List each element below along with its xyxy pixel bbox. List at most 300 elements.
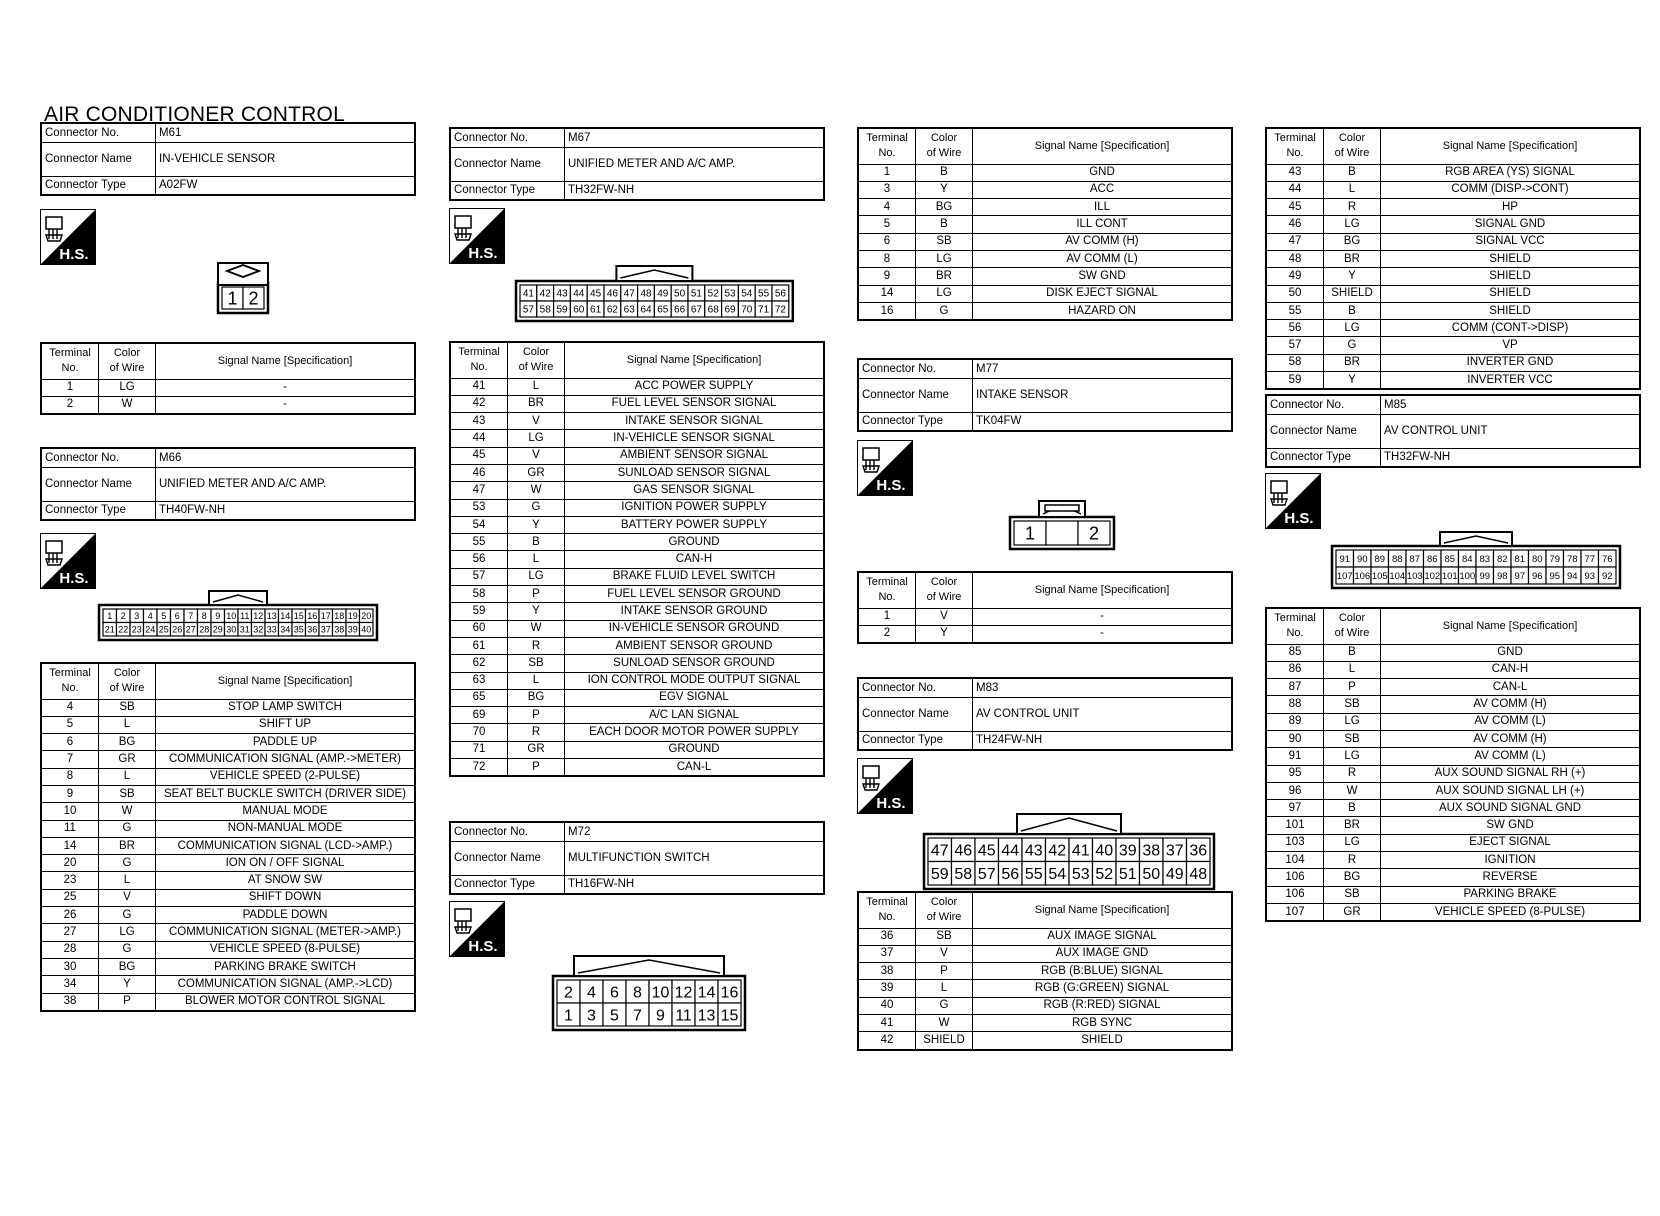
table-row: [1266, 748, 1640, 765]
signal-name-header: Signal Name [Specification]: [973, 892, 1233, 928]
connector-no-label: Connector No.: [450, 128, 565, 147]
wire-color-cell: G: [508, 499, 565, 516]
pin-number: 54: [741, 288, 753, 300]
wire-color-cell: L: [916, 980, 973, 997]
terminal-no-cell: 43: [450, 413, 508, 430]
terminal-no-header: Terminal No.: [41, 663, 99, 699]
terminal-no-cell: 28: [41, 941, 99, 958]
signal-name-cell: PARKING BRAKE SWITCH: [156, 958, 416, 975]
pin-number: 65: [657, 304, 669, 316]
harness-side-icon: [449, 208, 505, 264]
table-row: [450, 707, 824, 724]
terminal-no-cell: 46: [1266, 216, 1324, 233]
terminal-no-cell: 26: [41, 907, 99, 924]
table-row: [450, 568, 824, 585]
signal-name-cell: IN-VEHICLE SENSOR SIGNAL: [565, 430, 825, 447]
connector-name-value: UNIFIED METER AND A/C AMP.: [156, 467, 416, 501]
terminal-no-cell: 107: [1266, 903, 1324, 921]
terminal-no-cell: 9: [858, 268, 916, 285]
terminal-no-cell: 27: [41, 924, 99, 941]
pin-number: 38: [334, 624, 345, 635]
connector-name-value: UNIFIED METER AND A/C AMP.: [565, 147, 825, 181]
wire-color-cell: SHIELD: [1324, 285, 1381, 302]
wire-color-cell: LG: [1324, 713, 1381, 730]
wire-color-cell: LG: [508, 568, 565, 585]
terminal-no-cell: 2: [41, 396, 99, 414]
terminal-table-header: [450, 342, 824, 378]
terminal-no-cell: 63: [450, 672, 508, 689]
pin-number: 6: [174, 610, 180, 621]
terminal-no-cell: 38: [41, 993, 99, 1011]
signal-name-cell: MANUAL MODE: [156, 803, 416, 820]
table-row: [1266, 250, 1640, 267]
pin-number: 85: [1444, 553, 1456, 565]
wire-color-cell: BR: [99, 837, 156, 854]
pin-number: 50: [674, 288, 686, 300]
hs-label: H.S.: [468, 245, 498, 262]
pin-number: 103: [1406, 570, 1423, 582]
connector-info-table: [1265, 394, 1641, 468]
terminal-no-cell: 90: [1266, 730, 1324, 747]
signal-name-cell: INVERTER VCC: [1381, 372, 1641, 390]
table-row: [1266, 782, 1640, 799]
terminal-no-cell: 87: [1266, 679, 1324, 696]
table-row: [41, 941, 415, 958]
signal-name-cell: COMM (DISP->CONT): [1381, 181, 1641, 198]
connector-no-value: M77: [973, 359, 1233, 378]
signal-name-cell: IGNITION POWER SUPPLY: [565, 499, 825, 516]
wire-color-cell: V: [916, 945, 973, 962]
connector-name-value: AV CONTROL UNIT: [1381, 414, 1641, 448]
terminal-no-cell: 45: [1266, 199, 1324, 216]
table-row: [450, 741, 824, 758]
connector-name-label: Connector Name: [41, 467, 156, 501]
table-row: [1266, 337, 1640, 354]
pin-number: 63: [623, 304, 635, 316]
wire-color-cell: GR: [508, 741, 565, 758]
terminal-no-cell: 8: [858, 250, 916, 267]
terminal-no-cell: 69: [450, 707, 508, 724]
wire-color-cell: BR: [1324, 250, 1381, 267]
wire-color-cell: SB: [99, 785, 156, 802]
signal-name-cell: STOP LAMP SWITCH: [156, 699, 416, 716]
wire-color-cell: SB: [99, 699, 156, 716]
signal-name-header: Signal Name [Specification]: [973, 572, 1233, 608]
terminal-table: [857, 571, 1233, 644]
pin-number: 64: [640, 304, 652, 316]
connector-info-table: [857, 677, 1233, 751]
connector-type-label: Connector Type: [450, 181, 565, 200]
terminal-no-cell: 85: [1266, 644, 1324, 661]
harness-side-icon: [449, 901, 505, 957]
table-row: [41, 785, 415, 802]
terminal-no-cell: 61: [450, 637, 508, 654]
wire-color-cell: W: [508, 620, 565, 637]
signal-name-cell: SHIFT DOWN: [156, 889, 416, 906]
terminal-no-cell: 4: [41, 699, 99, 716]
pin-number: 11: [675, 1007, 692, 1025]
terminal-no-cell: 41: [450, 378, 508, 395]
pin-number: 9: [215, 610, 221, 621]
table-row: [858, 625, 1232, 643]
pin-number: 34: [280, 624, 291, 635]
signal-name-header: Signal Name [Specification]: [565, 342, 825, 378]
table-row: [858, 1032, 1232, 1050]
signal-name-cell: VEHICLE SPEED (2-PULSE): [156, 768, 416, 785]
signal-name-cell: CAN-H: [565, 551, 825, 568]
pin-number: 102: [1424, 570, 1441, 582]
connector-name-label: Connector Name: [1266, 414, 1381, 448]
signal-name-cell: AV COMM (H): [1381, 730, 1641, 747]
pin-number: 55: [1024, 866, 1043, 884]
wire-color-cell: BG: [1324, 233, 1381, 250]
pin-number: 36: [307, 624, 318, 635]
pin-number: 5: [161, 610, 167, 621]
table-row: [41, 803, 415, 820]
terminal-no-cell: 39: [858, 980, 916, 997]
wire-color-cell: SHIELD: [916, 1032, 973, 1050]
table-row: [1266, 696, 1640, 713]
pin-number: 57: [977, 866, 996, 884]
pin-number: 43: [556, 288, 568, 300]
signal-name-cell: BRAKE FLUID LEVEL SWITCH: [565, 568, 825, 585]
wire-color-cell: SB: [916, 928, 973, 945]
wire-color-cell: Y: [1324, 268, 1381, 285]
connector-no-row: [450, 128, 824, 147]
pin-number: 100: [1459, 570, 1476, 582]
wire-color-cell: LG: [1324, 834, 1381, 851]
table-row: [41, 734, 415, 751]
table-row: [450, 499, 824, 516]
table-row: [858, 216, 1232, 233]
pin-number: 35: [293, 624, 304, 635]
signal-name-cell: AV COMM (L): [1381, 748, 1641, 765]
signal-name-cell: GROUND: [565, 534, 825, 551]
terminal-no-cell: 57: [450, 568, 508, 585]
pin-number: 37: [1165, 842, 1184, 860]
table-row: [41, 889, 415, 906]
pin-number: 79: [1549, 553, 1561, 565]
pin-number: 30: [226, 624, 237, 635]
pin-number: 39: [1118, 842, 1137, 860]
terminal-no-cell: 38: [858, 963, 916, 980]
signal-name-header: Signal Name [Specification]: [1381, 608, 1641, 644]
wire-color-cell: BG: [508, 689, 565, 706]
terminal-table-header: [858, 892, 1232, 928]
terminal-no-cell: 106: [1266, 886, 1324, 903]
terminal-no-cell: 5: [41, 716, 99, 733]
connector-no-label: Connector No.: [1266, 395, 1381, 414]
wire-color-cell: L: [1324, 181, 1381, 198]
terminal-no-cell: 58: [450, 586, 508, 603]
pin-number: 7: [188, 610, 194, 621]
wire-color-cell: P: [99, 993, 156, 1011]
pin-number: 67: [690, 304, 702, 316]
signal-name-cell: AUX IMAGE GND: [973, 945, 1233, 962]
table-row: [1266, 869, 1640, 886]
pin-number: 107: [1336, 570, 1353, 582]
pin-cavity: [1046, 521, 1078, 545]
signal-name-cell: -: [156, 396, 416, 414]
color-of-wire-header: Color of Wire: [916, 572, 973, 608]
pin-number: 104: [1389, 570, 1406, 582]
hs-label: H.S.: [876, 477, 906, 494]
wire-color-cell: Y: [99, 976, 156, 993]
signal-name-cell: COMMUNICATION SIGNAL (METER->AMP.): [156, 924, 416, 941]
pin-number: 90: [1356, 553, 1368, 565]
terminal-no-cell: 91: [1266, 748, 1324, 765]
table-row: [1266, 730, 1640, 747]
connector-type-value: TH32FW-NH: [1381, 448, 1641, 467]
pin-number: 49: [657, 288, 669, 300]
color-of-wire-header: Color of Wire: [508, 342, 565, 378]
hs-label: H.S.: [59, 246, 89, 263]
pin-number: 66: [674, 304, 686, 316]
signal-name-cell: SW GND: [1381, 817, 1641, 834]
connector-type-row: [450, 181, 824, 200]
connector-type-row: [450, 875, 824, 894]
pin-number: 93: [1584, 570, 1596, 582]
terminal-no-cell: 55: [1266, 302, 1324, 319]
pin-number: 59: [556, 304, 568, 316]
pin-number: 101: [1441, 570, 1458, 582]
connector-no-label: Connector No.: [858, 359, 973, 378]
terminal-table-header: [858, 128, 1232, 164]
terminal-no-cell: 70: [450, 724, 508, 741]
terminal-no-cell: 8: [41, 768, 99, 785]
pin-number: 56: [774, 288, 786, 300]
pin-number: 3: [587, 1007, 596, 1025]
terminal-no-cell: 101: [1266, 817, 1324, 834]
terminal-table-header: [858, 572, 1232, 608]
terminal-no-cell: 47: [450, 482, 508, 499]
pin-number: 56: [1001, 866, 1020, 884]
terminal-no-cell: 54: [450, 516, 508, 533]
table-row: [41, 751, 415, 768]
signal-name-cell: AUX SOUND SIGNAL RH (+): [1381, 765, 1641, 782]
pin-number: 95: [1549, 570, 1561, 582]
terminal-no-cell: 53: [450, 499, 508, 516]
pin-number: 14: [280, 610, 291, 621]
hs-label: H.S.: [59, 570, 89, 587]
harness-side-icon: [40, 209, 96, 265]
hs-label: H.S.: [1284, 510, 1314, 527]
pin-number: 76: [1601, 553, 1613, 565]
wire-color-cell: W: [1324, 782, 1381, 799]
pin-number: 99: [1479, 570, 1491, 582]
terminal-no-header: Terminal No.: [858, 892, 916, 928]
terminal-no-cell: 103: [1266, 834, 1324, 851]
pin-number: 40: [1095, 842, 1114, 860]
pin-number: 42: [539, 288, 551, 300]
signal-name-cell: GND: [1381, 644, 1641, 661]
wire-color-cell: LG: [916, 285, 973, 302]
pin-number: 97: [1514, 570, 1526, 582]
wire-color-cell: LG: [99, 924, 156, 941]
pin-number: 83: [1479, 553, 1491, 565]
pin-number: 7: [633, 1007, 642, 1025]
signal-name-cell: SHIELD: [1381, 285, 1641, 302]
signal-name-cell: COMMUNICATION SIGNAL (AMP.->METER): [156, 751, 416, 768]
wire-color-cell: V: [916, 608, 973, 625]
signal-name-cell: SHIELD: [1381, 250, 1641, 267]
connector-type-value: TH24FW-NH: [973, 731, 1233, 750]
signal-name-cell: CAN-H: [1381, 661, 1641, 678]
wire-color-cell: V: [508, 447, 565, 464]
wire-color-cell: Y: [1324, 372, 1381, 390]
terminal-no-cell: 36: [858, 928, 916, 945]
wire-color-cell: R: [1324, 852, 1381, 869]
terminal-no-cell: 96: [1266, 782, 1324, 799]
wire-color-cell: BG: [99, 734, 156, 751]
terminal-no-cell: 2: [858, 625, 916, 643]
connector-name-value: MULTIFUNCTION SWITCH: [565, 841, 825, 875]
terminal-no-cell: 50: [1266, 285, 1324, 302]
pin-number: 58: [954, 866, 973, 884]
harness-side-icon: [1265, 473, 1321, 529]
pin-number: 54: [1048, 866, 1067, 884]
wire-color-cell: GR: [99, 751, 156, 768]
signal-name-cell: AUX SOUND SIGNAL GND: [1381, 800, 1641, 817]
table-row: [858, 608, 1232, 625]
terminal-table: [449, 341, 825, 777]
table-row: [858, 980, 1232, 997]
terminal-no-cell: 20: [41, 855, 99, 872]
pin-number: 50: [1142, 866, 1161, 884]
terminal-no-cell: 40: [858, 997, 916, 1014]
pin-number: 45: [590, 288, 602, 300]
terminal-no-cell: 56: [450, 551, 508, 568]
signal-name-cell: COMMUNICATION SIGNAL (AMP.->LCD): [156, 976, 416, 993]
pin-number: 84: [1461, 553, 1473, 565]
wire-color-cell: B: [916, 216, 973, 233]
table-row: [1266, 679, 1640, 696]
terminal-no-cell: 104: [1266, 852, 1324, 869]
connector-face-m67: [515, 265, 794, 322]
wire-color-cell: P: [1324, 679, 1381, 696]
terminal-no-header: Terminal No.: [450, 342, 508, 378]
signal-name-cell: A/C LAN SIGNAL: [565, 707, 825, 724]
wire-color-cell: SB: [1324, 730, 1381, 747]
signal-name-cell: SHIELD: [973, 1032, 1233, 1050]
wire-color-cell: L: [99, 872, 156, 889]
pin-number: 14: [697, 984, 716, 1002]
signal-name-cell: AT SNOW SW: [156, 872, 416, 889]
terminal-table: [857, 891, 1233, 1051]
pin-number: 41: [522, 288, 534, 300]
connector-no-value: M83: [973, 678, 1233, 697]
table-row: [858, 302, 1232, 320]
harness-side-icon: [857, 758, 913, 814]
pin-number: 10: [226, 610, 237, 621]
connector-type-label: Connector Type: [41, 176, 156, 195]
signal-name-cell: DISK EJECT SIGNAL: [973, 285, 1233, 302]
wire-color-cell: B: [1324, 302, 1381, 319]
terminal-no-cell: 106: [1266, 869, 1324, 886]
pin-number: 89: [1374, 553, 1386, 565]
table-row: [1266, 886, 1640, 903]
wire-color-cell: P: [508, 586, 565, 603]
pin-number: 15: [293, 610, 304, 621]
table-row: [41, 396, 415, 414]
signal-name-cell: SUNLOAD SENSOR SIGNAL: [565, 464, 825, 481]
connector-name-row: [858, 697, 1232, 731]
table-row: [1266, 800, 1640, 817]
wire-color-cell: BR: [1324, 354, 1381, 371]
table-row: [858, 963, 1232, 980]
pin-number: 53: [1071, 866, 1090, 884]
pin-number: 71: [758, 304, 770, 316]
connector-name-row: [41, 142, 415, 176]
signal-name-cell: AMBIENT SENSOR SIGNAL: [565, 447, 825, 464]
connector-info-table: [40, 122, 416, 196]
terminal-no-cell: 65: [450, 689, 508, 706]
wire-color-cell: LG: [1324, 216, 1381, 233]
terminal-no-cell: 25: [41, 889, 99, 906]
wire-color-cell: SB: [1324, 886, 1381, 903]
wire-color-cell: SB: [1324, 696, 1381, 713]
terminal-no-cell: 11: [41, 820, 99, 837]
signal-name-cell: AUX SOUND SIGNAL LH (+): [1381, 782, 1641, 799]
signal-name-cell: COMMUNICATION SIGNAL (LCD->AMP.): [156, 837, 416, 854]
table-row: [1266, 372, 1640, 390]
wire-color-cell: Y: [916, 181, 973, 198]
connector-type-label: Connector Type: [1266, 448, 1381, 467]
connector-face-m61: [217, 262, 269, 314]
signal-name-cell: FUEL LEVEL SENSOR SIGNAL: [565, 395, 825, 412]
signal-name-cell: INVERTER GND: [1381, 354, 1641, 371]
pin-number: 25: [158, 624, 169, 635]
terminal-table: [1265, 127, 1641, 390]
table-row: [41, 872, 415, 889]
wire-color-cell: R: [508, 637, 565, 654]
wire-color-cell: G: [1324, 337, 1381, 354]
hs-label: H.S.: [468, 938, 498, 955]
wire-color-cell: LG: [99, 379, 156, 396]
wire-color-cell: W: [99, 396, 156, 414]
terminal-no-cell: 59: [1266, 372, 1324, 390]
table-row: [1266, 233, 1640, 250]
terminal-no-header: Terminal No.: [858, 128, 916, 164]
table-row: [858, 164, 1232, 181]
pin-number: 39: [347, 624, 358, 635]
table-row: [858, 928, 1232, 945]
table-row: [450, 516, 824, 533]
pin-number: 87: [1409, 553, 1421, 565]
signal-name-cell: REVERSE: [1381, 869, 1641, 886]
terminal-no-cell: 55: [450, 534, 508, 551]
connector-no-label: Connector No.: [450, 822, 565, 841]
connector-name-value: INTAKE SENSOR: [973, 378, 1233, 412]
signal-name-cell: NON-MANUAL MODE: [156, 820, 416, 837]
signal-name-cell: GROUND: [565, 741, 825, 758]
signal-name-cell: RGB (G:GREEN) SIGNAL: [973, 980, 1233, 997]
table-row: [450, 603, 824, 620]
connector-name-label: Connector Name: [450, 841, 565, 875]
pin-number: 5: [610, 1007, 619, 1025]
pin-number: 28: [199, 624, 210, 635]
pin-number: 81: [1514, 553, 1526, 565]
signal-name-cell: SHIFT UP: [156, 716, 416, 733]
connector-type-row: [858, 731, 1232, 750]
connector-no-value: M66: [156, 448, 416, 467]
signal-name-cell: EACH DOOR MOTOR POWER SUPPLY: [565, 724, 825, 741]
wire-color-cell: BR: [1324, 817, 1381, 834]
signal-name-cell: AV COMM (L): [973, 250, 1233, 267]
signal-name-cell: ACC POWER SUPPLY: [565, 378, 825, 395]
pin-number: 27: [185, 624, 196, 635]
table-row: [1266, 852, 1640, 869]
